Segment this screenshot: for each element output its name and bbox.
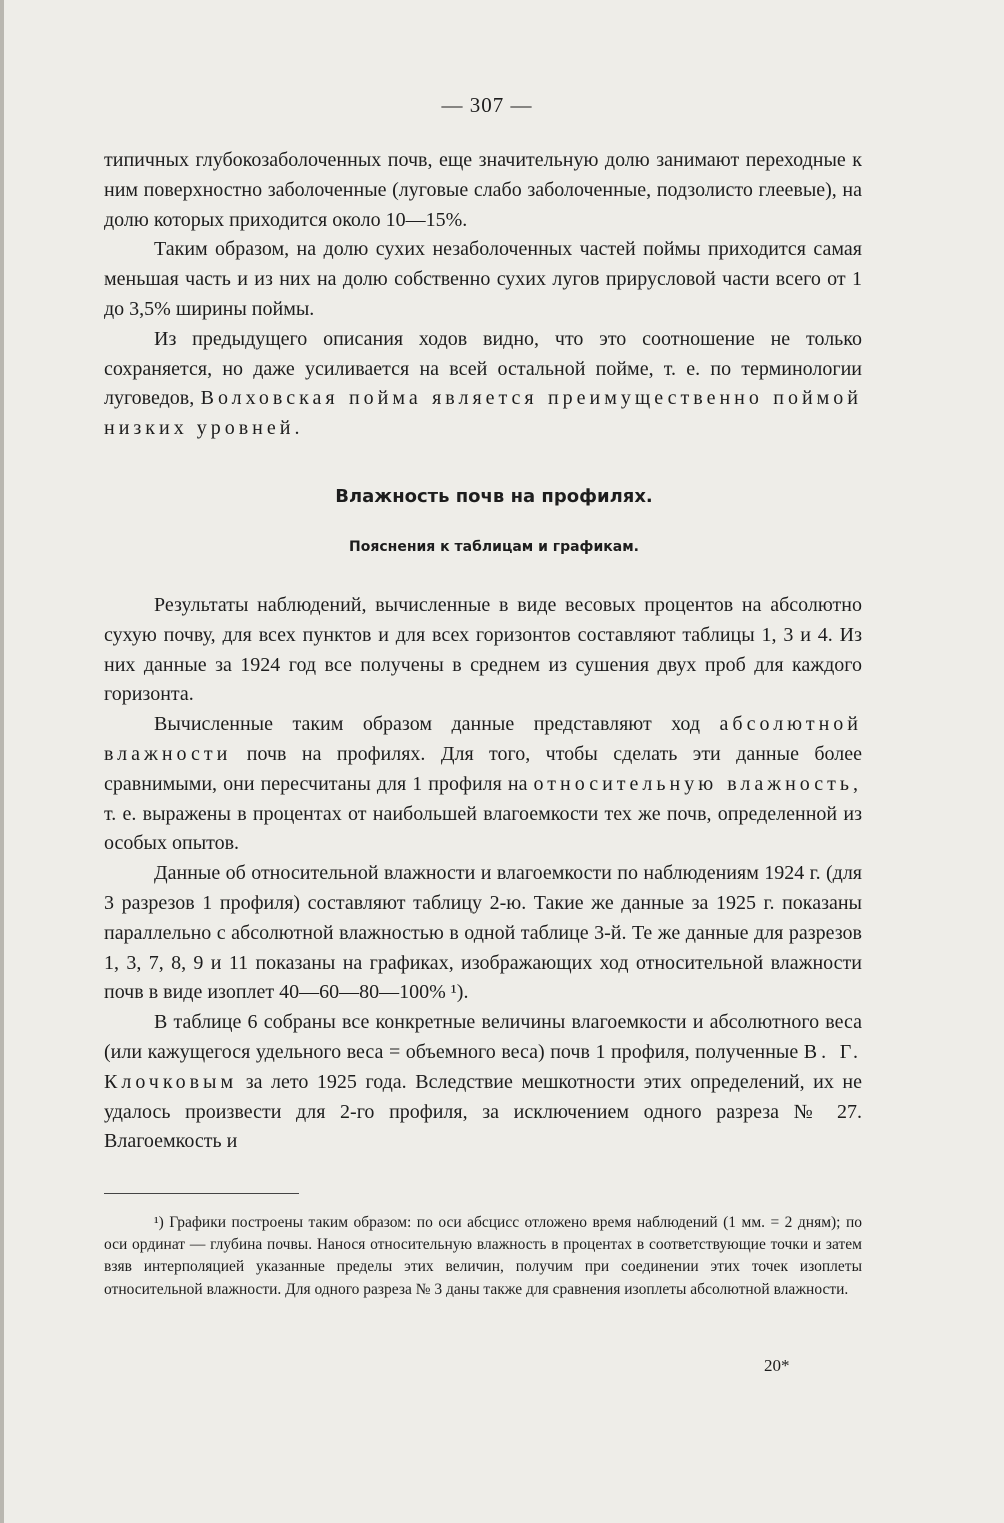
paragraph-continued: типичных глубокозаболоченных почв, еще значительную долю занимают переходные к ним поверхностно заболоченные (луговые слабо заболоченные, подзолисто глеевые), на долю которых приходится около 10—15%. <box>104 149 862 231</box>
signature-mark: 20* <box>764 1356 790 1375</box>
spaced-author-name: В. Г. Клочковым <box>104 1040 863 1093</box>
paragraph-description <box>104 325 862 444</box>
calc-text-c: почв на профилях. Для того, чтобы сделать эти данные более сравнимыми, они пересчитаны для 1 профиля на <box>104 742 862 795</box>
paragraph-calculated <box>104 710 862 859</box>
spaced-phrase: Волховская пойма является преимущественно поймой низких уровней. <box>104 387 863 440</box>
top-text-block <box>104 146 862 444</box>
footnote-text: ¹) Графики построены таким образом: по оси абсцисс отложено время наблюдений (1 мм. = 2 дням); по оси ординат — глубина почвы. Нанося относительную влажность в процентах в соответствующие точки и затем взяв интерполяцией указанные пределы этих величин, получим при соединении этих точек изоплеты относительной влажности. Для одного разреза № 3 даны также для сравнения изоплеты абсолютной влажности. <box>104 1214 862 1298</box>
section-heading: Влажность почв на профилях. <box>335 486 653 507</box>
table6-text-a: В таблице 6 собраны все конкретные величины влагоемкости и абсолютного веса (или кажущегося удельного веса = объемного веса) почв 1 профиля, полученные <box>104 1011 862 1063</box>
footnote-reference: ¹). <box>450 981 469 1004</box>
calc-text-a: Вычисленные таким образом данные представляют ход <box>154 713 701 736</box>
spaced-absolute-humidity: абсолютной влажности <box>104 713 863 765</box>
paragraph-description-text: Из предыдущего описания ходов видно, что это соотношение не только сохраняется, но даже усиливается на всей остальной пойме, т. е. по терминологии луговедов, <box>104 327 862 410</box>
spaced-relative-humidity: относительную влажность, <box>533 772 863 795</box>
paragraph-table6 <box>104 1008 862 1157</box>
table6-text-c: за лето 1925 года. Вследствие мешкотности этих определений, их не удалось произвести для 2-го профиля, за исключением одного разреза № 27. Влагоемкость и <box>104 1070 863 1153</box>
paragraph-data <box>104 859 862 1008</box>
page-number: — 307 — <box>441 93 533 117</box>
footnote <box>104 1212 862 1301</box>
data-text: Данные об относительной влажности и влагоемкости по наблюдениям 1924 г. (для 3 разрезов 1 профиля) составляют таблицу 2-ю. Такие же данные за 1925 г. показаны параллельно с абсолютной влажностью в одной таблице 3-й. Те же данные для разрезов 1, 3, 7, 8, 9 и 11 показаны на графиках, изображающих ход относительной влажности почв в виде изоплет 40—60—80—100% <box>104 862 862 1004</box>
footnote-divider <box>104 1193 299 1194</box>
paragraph-dry-parts: Таким образом, на долю сухих незаболоченных частей поймы приходится самая меньшая часть и из них на долю собственно сухих лугов прирусловой части всего от 1 до 3,5% ширины поймы. <box>104 238 862 320</box>
paragraph-results: Результаты наблюдений, вычисленные в виде весовых процентов на абсолютно сухую почву, для всех пунктов и для всех горизонтов составляют таблицы 1, 3 и 4. Из них данные за 1924 год все получены в среднем из сушения двух проб для каждого горизонта. <box>104 594 862 706</box>
main-text-block <box>104 591 862 1157</box>
calc-text-e: т. е. выражены в процентах от наибольшей влагоемкости тех же почв, определенной из особых опытов. <box>104 802 862 855</box>
subsection-heading: Пояснения к таблицам и графикам. <box>349 539 639 555</box>
